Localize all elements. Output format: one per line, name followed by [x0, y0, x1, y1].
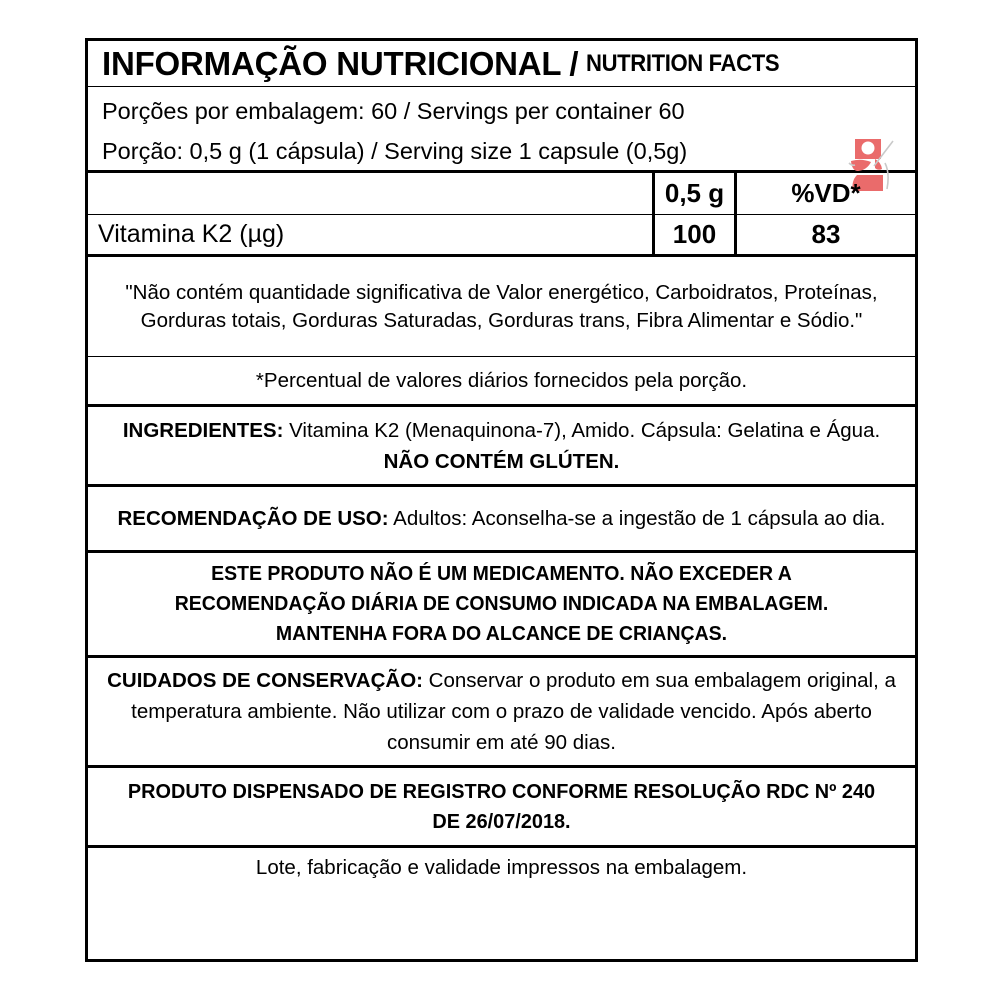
warning-row — [88, 553, 915, 658]
nutrient-daily-value: 83 — [734, 215, 915, 254]
gluten-free-note: NÃO CONTÉM GLÚTEN. — [383, 449, 620, 473]
ingredients-heading: INGREDIENTES: — [122, 418, 284, 442]
nutrient-table-header — [88, 173, 915, 215]
ingredients-body: Vitamina K2 (Menaquinona-7), Amido. Cápsula: Gelatina e Água. — [283, 418, 881, 442]
daily-value-note-text: *Percentual de valores diários fornecidos pela porção. — [255, 368, 748, 392]
daily-value-column-header: %VD* — [734, 173, 915, 214]
nutrition-facts-label — [85, 38, 918, 962]
lot-note-text: Lote, fabricação e validade impressos na embalagem. — [255, 856, 748, 879]
daily-value-note-row — [88, 357, 915, 407]
amount-column-header: 0,5 g — [652, 173, 734, 214]
page-title-english: NUTRITION FACTS — [585, 49, 779, 77]
page-title: INFORMAÇÃO NUTRICIONAL — [102, 45, 562, 82]
nutrient-amount: 100 — [652, 215, 734, 254]
nutrient-name: Vitamina K2 (µg) — [98, 220, 285, 248]
storage-body: Conservar o produto em sua embalagem original, a temperatura ambiente. Não utilizar com o prazo de validade vencido. Após aberto consumir em até 90 dias. — [131, 669, 896, 754]
usage-recommendation-row — [88, 487, 915, 553]
serving-size: Porção: 0,5 g (1 cápsula) / Serving size 1 capsule (0,5g) — [102, 138, 688, 164]
registration-text: PRODUTO DISPENSADO DE REGISTRO CONFORME RESOLUÇÃO RDC Nº 240 DE 26/07/2018. — [127, 779, 876, 833]
storage-heading: CUIDADOS DE CONSERVAÇÃO: — [107, 669, 423, 692]
nutrient-column-header — [88, 173, 652, 214]
no-significant-amount-text: "Não contém quantidade significativa de Valor energético, Carboidratos, Proteínas, Gorduras totais, Gorduras Saturadas, Gorduras trans, Fibra Alimentar e Sódio." — [125, 280, 878, 332]
title-separator: / — [569, 45, 579, 82]
no-significant-amount-row — [88, 257, 915, 357]
label-title-row — [88, 41, 915, 87]
servings-per-container: Porções por embalagem: 60 / Servings per container 60 — [102, 98, 685, 124]
storage-text — [104, 665, 899, 758]
usage-text — [104, 504, 899, 534]
lot-note-row — [88, 848, 915, 888]
warning-text: ESTE PRODUTO NÃO É UM MEDICAMENTO. NÃO EXCEDER A RECOMENDAÇÃO DIÁRIA DE CONSUMO INDICADA NA EMBALAGEM. MANTENHA FORA DO ALCANCE DE CRIANÇAS. — [174, 562, 829, 645]
usage-heading: RECOMENDAÇÃO DE USO: — [117, 506, 389, 530]
ingredients-row — [88, 407, 915, 487]
usage-body: Adultos: Aconselha-se a ingestão de 1 cápsula ao dia. — [388, 506, 886, 530]
table-row — [88, 215, 915, 257]
ingredients-text — [104, 415, 899, 477]
servings-info-row — [88, 87, 915, 173]
storage-care-row — [88, 658, 915, 768]
registration-row — [88, 768, 915, 848]
